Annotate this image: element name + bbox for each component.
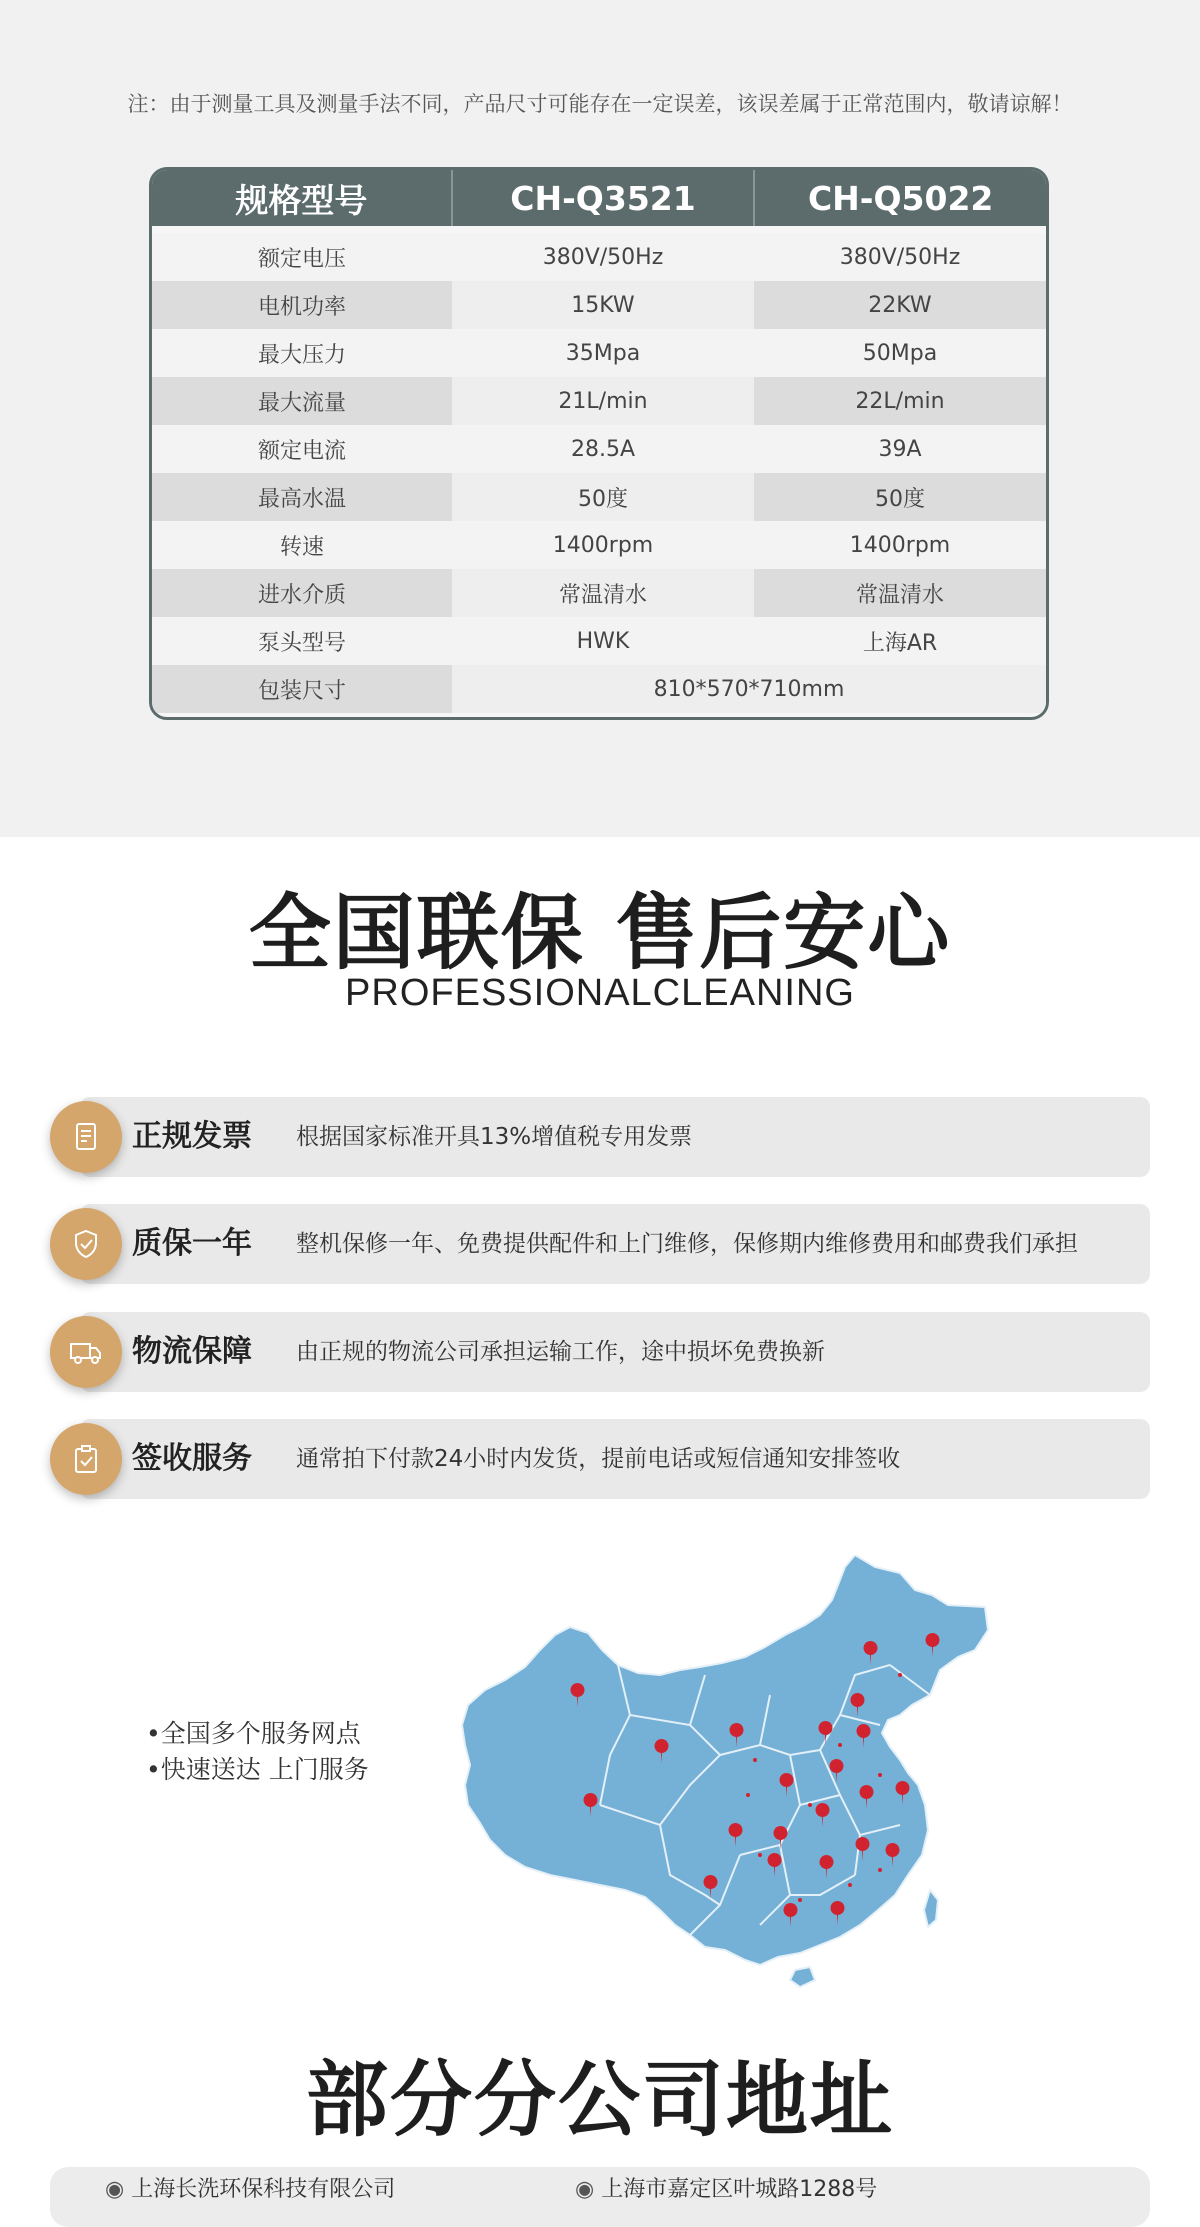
row-value-q3521: 28.5A [452,425,754,473]
spec-table [149,167,1049,720]
map-bullets [146,1716,369,1788]
feature-title: 签收服务 [132,1441,252,1476]
invoice-icon [50,1101,122,1173]
row-value-q3521: 50度 [452,473,754,521]
feature-invoice [50,1097,1150,1177]
warranty-subtitle: PROFESSIONALCLEANING [345,972,855,1014]
map-dot [838,1743,842,1747]
feature-logistics [50,1312,1150,1392]
table-row [152,377,1046,425]
row-value-q5022: 常温清水 [754,569,1046,617]
table-row [152,233,1046,281]
row-label: 转速 [152,521,452,569]
location-pin-icon: ◉ [105,2177,132,2202]
table-row [152,425,1046,473]
feature-title: 物流保障 [132,1334,252,1369]
warranty-title: 全国联保 售后安心 [248,886,952,981]
row-value-q5022: 上海AR [754,617,1046,665]
table-row [152,569,1046,617]
row-value-q5022: 380V/50Hz [754,233,1046,281]
feature-desc: 根据国家标准开具13%增值税专用发票 [296,1124,693,1150]
spec-table-header [152,170,1046,226]
row-value-q3521: 35Mpa [452,329,754,377]
shield-icon [50,1208,122,1280]
address-street [575,2172,877,2203]
row-value-q3521: 1400rpm [452,521,754,569]
measurement-note: 注：由于测量工具及测量手法不同，产品尺寸可能存在一定误差，该误差属于正常范围内，敬请谅解！ [127,92,1073,116]
header-ch-q5022: CH-Q5022 [807,178,994,218]
header-spec-model: 规格型号 [152,170,453,226]
row-value-q3521: 380V/50Hz [452,233,754,281]
location-pin-icon: ◉ [575,2177,602,2202]
feature-desc: 整机保修一年、免费提供配件和上门维修，保修期内维修费用和邮费我们承担 [296,1231,1078,1257]
map-hainan [790,1967,815,1987]
map-dot [753,1758,757,1762]
feature-title: 正规发票 [132,1119,252,1154]
row-value-q5022: 1400rpm [754,521,1046,569]
feature-signing [50,1419,1150,1499]
row-label: 最高水温 [152,473,452,521]
row-value-q3521: HWK [452,617,754,665]
table-row [152,521,1046,569]
row-label: 额定电流 [152,425,452,473]
map-dot [798,1898,802,1902]
map-dot [758,1853,762,1857]
feature-desc: 由正规的物流公司承担运输工作，途中损坏免费换新 [296,1339,825,1365]
map-dot [898,1673,902,1677]
table-row [152,329,1046,377]
row-value-q5022: 22KW [754,281,1046,329]
feature-warranty [50,1204,1150,1284]
china-service-map [460,1555,1000,1995]
address-street-text: 上海市嘉定区叶城路1288号 [601,2177,878,2202]
row-value-q3521: 21L/min [452,377,754,425]
row-label: 电机功率 [152,281,452,329]
map-dot [746,1793,750,1797]
truck-icon [50,1316,122,1388]
package-size-value: 810*570*710mm [452,665,1046,713]
row-label: 最大流量 [152,377,452,425]
row-label: 泵头型号 [152,617,452,665]
row-label: 最大压力 [152,329,452,377]
address-company-text: 上海长洗环保科技有限公司 [131,2177,396,2202]
row-value-q3521: 常温清水 [452,569,754,617]
address-company [105,2172,395,2203]
clipboard-check-icon [50,1423,122,1495]
table-row [152,281,1046,329]
row-value-q5022: 50度 [754,473,1046,521]
map-dot [848,1883,852,1887]
spec-section [0,0,1200,837]
table-row-package [152,665,1046,713]
feature-desc: 通常拍下付款24小时内发货，提前电话或短信通知安排签收 [296,1446,901,1472]
address-title: 部分分公司地址 [305,2053,894,2148]
feature-title: 质保一年 [132,1226,252,1261]
spec-table-body [152,226,1046,713]
map-taiwan [924,1890,938,1927]
row-value-q5022: 22L/min [754,377,1046,425]
row-label: 进水介质 [152,569,452,617]
row-value-q3521: 15KW [452,281,754,329]
map-dot [878,1868,882,1872]
header-ch-q3521: CH-Q3521 [453,170,756,226]
table-row [152,473,1046,521]
map-bullet: •全国多个服务网点 [146,1719,361,1748]
map-bullet: •快速送达 上门服务 [146,1755,369,1784]
row-label: 额定电压 [152,233,452,281]
map-land [462,1555,988,1965]
map-dot [808,1803,812,1807]
table-row [152,617,1046,665]
row-value-q5022: 50Mpa [754,329,1046,377]
map-dot [878,1773,882,1777]
row-value-q5022: 39A [754,425,1046,473]
row-label: 包装尺寸 [152,665,452,713]
